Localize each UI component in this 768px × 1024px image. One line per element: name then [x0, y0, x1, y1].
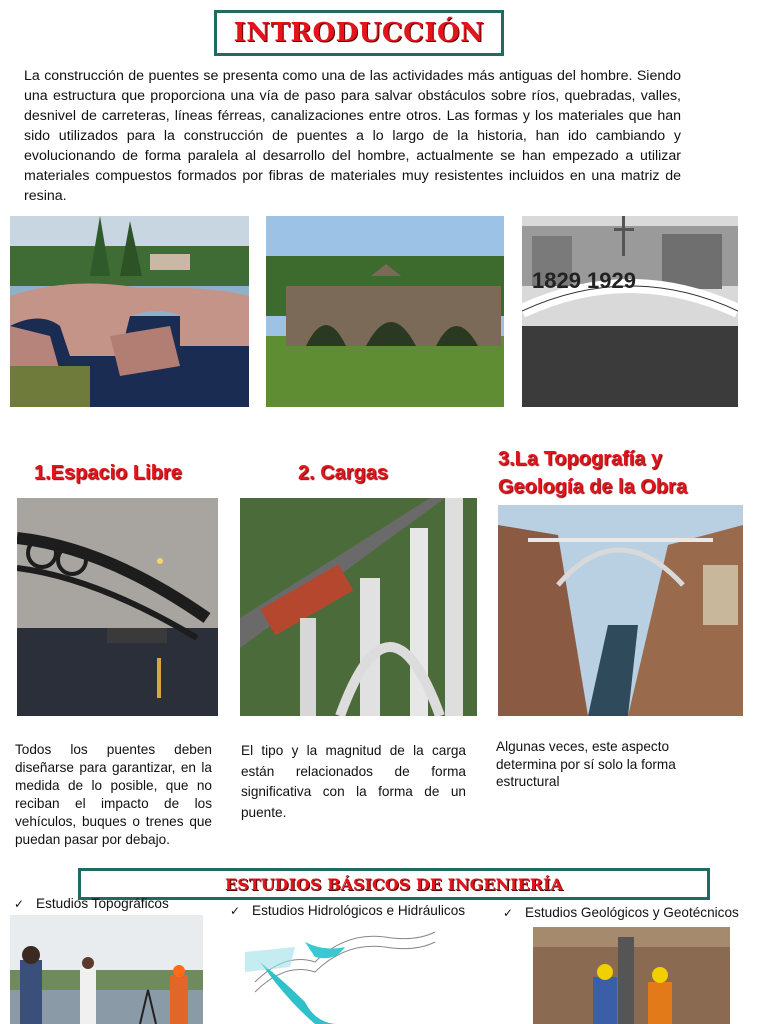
intro-paragraph: La construcción de puentes se presenta como una de las actividades más antiguas del hombre. Siendo una estructura que proporciona una vía de paso para salvar obstáculos sobre ríos, quebradas, valles, desnivel de carreteras, líneas férreas, canalizaciones entre otros. Las formas y los materiales que han sido utilizados para la construcción de puentes a lo largo de la historia, han ido cambiando y evolucionando de forma paralela al desarrollo del hombre, actualmente se han empezado a utilizar materiales compuestos formados por fibras de materiales muy resistentes incluidos en una matriz de resina.	[24, 68, 681, 204]
check-icon: ✓	[230, 903, 241, 918]
viaduct-photo	[240, 498, 477, 716]
heading-topografia-line1: 3.La Topografía y	[498, 448, 663, 470]
geotechnical-photo	[533, 927, 730, 1024]
study-item-hidrologicos	[230, 903, 465, 918]
evening-bridge-photo	[17, 498, 218, 716]
study-label: Estudios Topográficos	[36, 896, 169, 911]
check-icon: ✓	[503, 905, 514, 920]
bridge-year-text: 1829 1929	[532, 268, 636, 293]
study-label: Estudios Geológicos y Geotécnicos	[525, 905, 739, 920]
cargas-text: El tipo y la magnitud de la carga están relacionados de forma significativa con la forma de un puente.	[241, 743, 466, 820]
heading-cargas: 2. Cargas	[298, 462, 389, 484]
studies-title-box	[78, 868, 710, 900]
study-item-geologicos	[503, 905, 739, 920]
espacio-libre-text: Todos los puentes deben diseñarse para garantizar, en la medida de lo posible, que no reciban el impacto de los vehículos, buques o trenes que puedan pasar por debajo.	[15, 742, 212, 847]
studies-title: ESTUDIOS BÁSICOS DE INGENIERÍA	[225, 874, 563, 894]
iron-bridge-photo	[522, 216, 738, 407]
arch-bridge-photo	[266, 216, 504, 407]
check-icon: ✓	[14, 896, 25, 911]
study-label: Estudios Hidrológicos e Hidráulicos	[252, 903, 466, 918]
page-title: INTRODUCCIÓN	[233, 18, 485, 48]
heading-topografia-line2: Geología de la Obra	[498, 476, 687, 498]
heading-espacio-libre: 1.Espacio Libre	[34, 462, 182, 484]
stone-bridge-photo	[10, 216, 249, 407]
study-item-topograficos	[14, 896, 169, 911]
canyon-bridge-photo	[498, 505, 743, 716]
topography-survey-photo	[10, 915, 203, 1024]
title-box	[214, 10, 504, 56]
topografia-text: Algunas veces, este aspecto determina por sí solo la forma estructural	[496, 739, 676, 789]
hydrology-map-photo	[245, 922, 440, 1024]
